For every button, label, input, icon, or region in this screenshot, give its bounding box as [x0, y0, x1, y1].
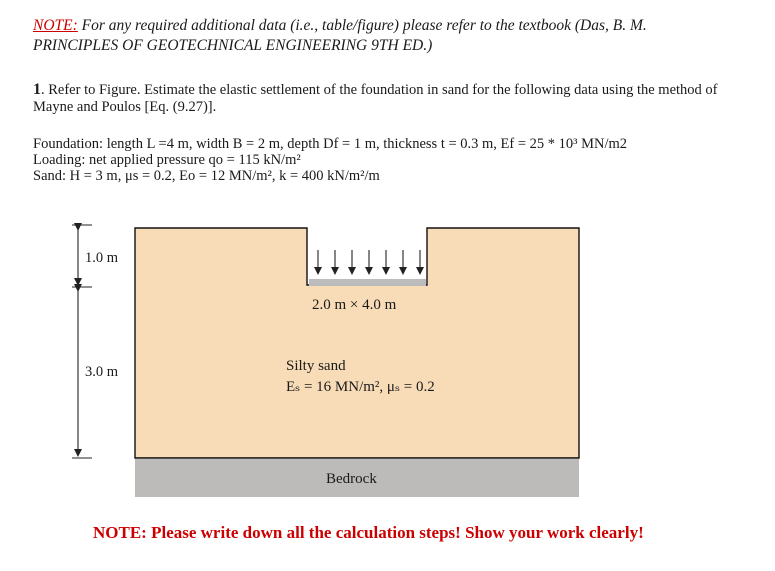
- note-text-line2: PRINCIPLES OF GEOTECHNICAL ENGINEERING 9TH ED.): [33, 37, 433, 54]
- sand-layer: [135, 228, 579, 458]
- problem-number: 1: [33, 81, 41, 98]
- soil-properties-label: Eₛ = 16 MN/m², μₛ = 0.2: [286, 379, 435, 395]
- depth-label: 1.0 m: [85, 250, 119, 266]
- layer-thickness-label: 3.0 m: [85, 364, 119, 380]
- problem-text: . Refer to Figure. Estimate the elastic settlement of the foundation in sand for the following data using the method of Mayne and Poulos [Eq. (9.27)].: [33, 82, 718, 115]
- load-arrows: [318, 250, 420, 273]
- soil-name-label: Silty sand: [286, 358, 346, 374]
- foundation-size-label: 2.0 m × 4.0 m: [312, 297, 397, 313]
- note-label: NOTE:: [33, 17, 78, 34]
- loading-data: Loading: net applied pressure qo = 115 kN/m²: [33, 152, 301, 168]
- foundation-slab: [309, 279, 426, 286]
- instructions-note: NOTE: Please write down all the calculation steps! Show your work clearly!: [93, 523, 644, 542]
- sand-data: Sand: H = 3 m, μs = 0.2, Eo = 12 MN/m², k = 400 kN/m²/m: [33, 168, 380, 184]
- foundation-data: Foundation: length L =4 m, width B = 2 m, depth Df = 1 m, thickness t = 0.3 m, Ef = 25 * 10³ MN/m2: [33, 136, 628, 152]
- bedrock-label: Bedrock: [326, 471, 377, 487]
- note-text-line1: For any required additional data (i.e., table/figure) please refer to the textbook (Das, B. M.: [77, 17, 647, 34]
